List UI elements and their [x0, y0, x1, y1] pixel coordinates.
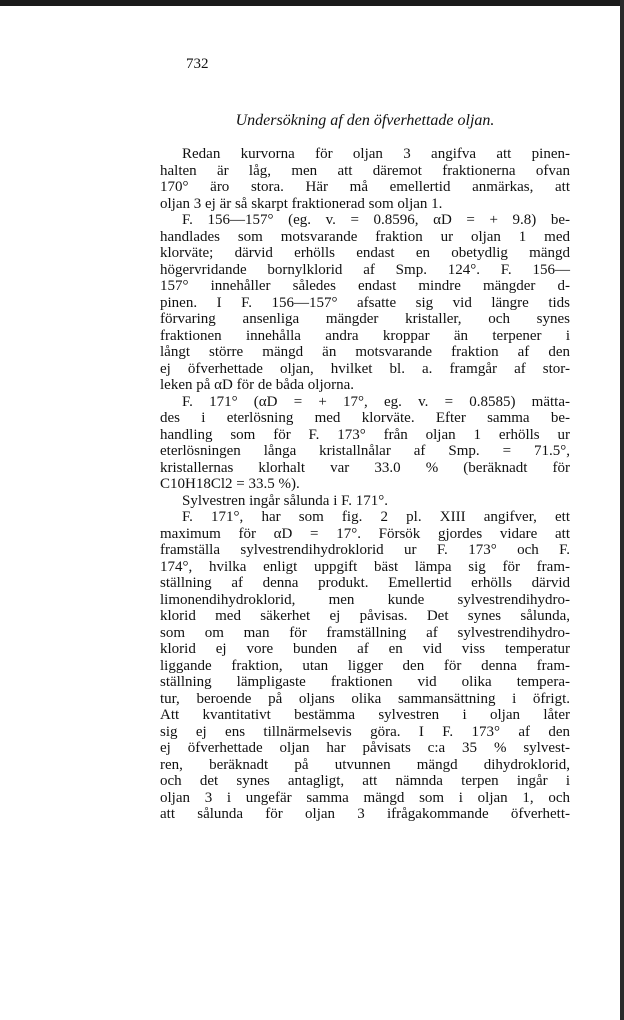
text-line: C10H18Cl2 = 33.5 %). [160, 476, 300, 492]
text-line: limonendihydroklorid, men kunde sylvestrendihydro- [160, 591, 570, 608]
section-heading: Undersökning af den öfverhettade oljan. [235, 112, 495, 129]
scan-edge-top [0, 0, 624, 6]
text-line: Redan kurvorna för oljan 3 angifva att pinen- [182, 146, 570, 162]
text-line: och det synes antagligt, att nämnda terpen ingår i [160, 773, 570, 789]
text-line: klorid med säkerhet ej påvisas. Det synes sålunda, [160, 608, 570, 624]
scan-edge-right [620, 0, 624, 1020]
text-line: framställa sylvestrendihydroklorid ur F. 173° och F. [160, 542, 570, 558]
text-line: oljan 3 ej är så skarpt fraktionerad som oljan 1. [160, 195, 443, 212]
text-line: handlades som motsvarande fraktion ur oljan 1 med [160, 228, 570, 245]
text-line: klorid ej vore bunden af en vid viss temperatur [160, 641, 570, 657]
text-line: Att kvantitativt bestämma sylvestren i oljan låter [160, 707, 570, 723]
text-line: långt större mängd än motsvarande fraktion af den [160, 344, 570, 360]
text-line: högervridande bornylklorid af Smp. 124°. F. 156— [160, 261, 570, 278]
text-line: F. 171°, har som fig. 2 pl. XIII angifver, ett [182, 509, 570, 525]
text-line: leken på αD för de båda oljorna. [160, 377, 355, 393]
text-line: des i eterlösning med klorväte. Efter samma be- [160, 410, 570, 426]
text-line: kristallernas klorhalt var 33.0 % (beräknadt för [160, 459, 570, 476]
text-line: ren, beräknadt på utvunnen mängd dihydroklorid, [160, 756, 570, 773]
text-line: 170° äro stora. Här må emellertid anmärkas, att [160, 179, 570, 195]
text-line: ställning lämpligaste fraktionen vid olika tempera- [160, 674, 570, 690]
text-line: liggande fraktion, utan ligger den för denna fram- [160, 657, 570, 674]
text-line: tur, beroende på oljans olika sammansättning i öfrigt. [160, 690, 570, 707]
text-line: handling som för F. 173° från oljan 1 erhölls ur [160, 426, 570, 443]
text-line: F. 171° (αD = + 17°, eg. v. = 0.8585) mätta- [182, 393, 570, 410]
text-line: eterlösningen långa kristallnålar af Smp. = 71.5°, [160, 443, 570, 459]
text-line: ej öfverhettade oljan, hvilket bl. a. framgår af stor- [160, 360, 570, 377]
body-text [160, 146, 570, 823]
text-line: maximum för αD = 17°. Försök gjordes vidare att [160, 525, 570, 542]
text-line: sig ej ens tillnärmelsevis göra. I F. 173° af den [160, 723, 570, 740]
text-line: förvaring ansenliga mängder kristaller, och synes [160, 311, 570, 327]
text-line: F. 156—157° (eg. v. = 0.8596, αD = + 9.8) be- [182, 212, 570, 228]
text-line: ställning af denna produkt. Emellertid erhölls därvid [160, 575, 570, 591]
text-line: halten är låg, men att däremot fraktionerna ofvan [160, 162, 570, 179]
text-line: pinen. I F. 156—157° afsatte sig vid längre tids [160, 294, 570, 311]
text-line: 174°, hvilka enligt uppgift bäst lämpa sig för fram- [160, 558, 570, 575]
text-line: att sålunda för oljan 3 ifrågakommande öfverhett- [160, 806, 570, 822]
text-line: som om man för framställning af sylvestrendihydro- [160, 624, 570, 641]
text-line: Sylvestren ingår sålunda i F. 171°. [182, 492, 389, 509]
text-line: ej öfverhettade oljan har påvisats c:a 35 % sylvest- [160, 740, 570, 756]
text-line: 157° innehåller således endast mindre mängder d- [160, 278, 570, 294]
text-line: oljan 3 i ungefär samma mängd som i oljan 1, och [160, 789, 570, 806]
text-line: klorväte; därvid erhölls endast en obetydlig mängd [160, 245, 570, 261]
text-line: fraktionen innehålla andra kroppar än terpener i [160, 327, 570, 344]
page-number: 732 [186, 56, 209, 72]
